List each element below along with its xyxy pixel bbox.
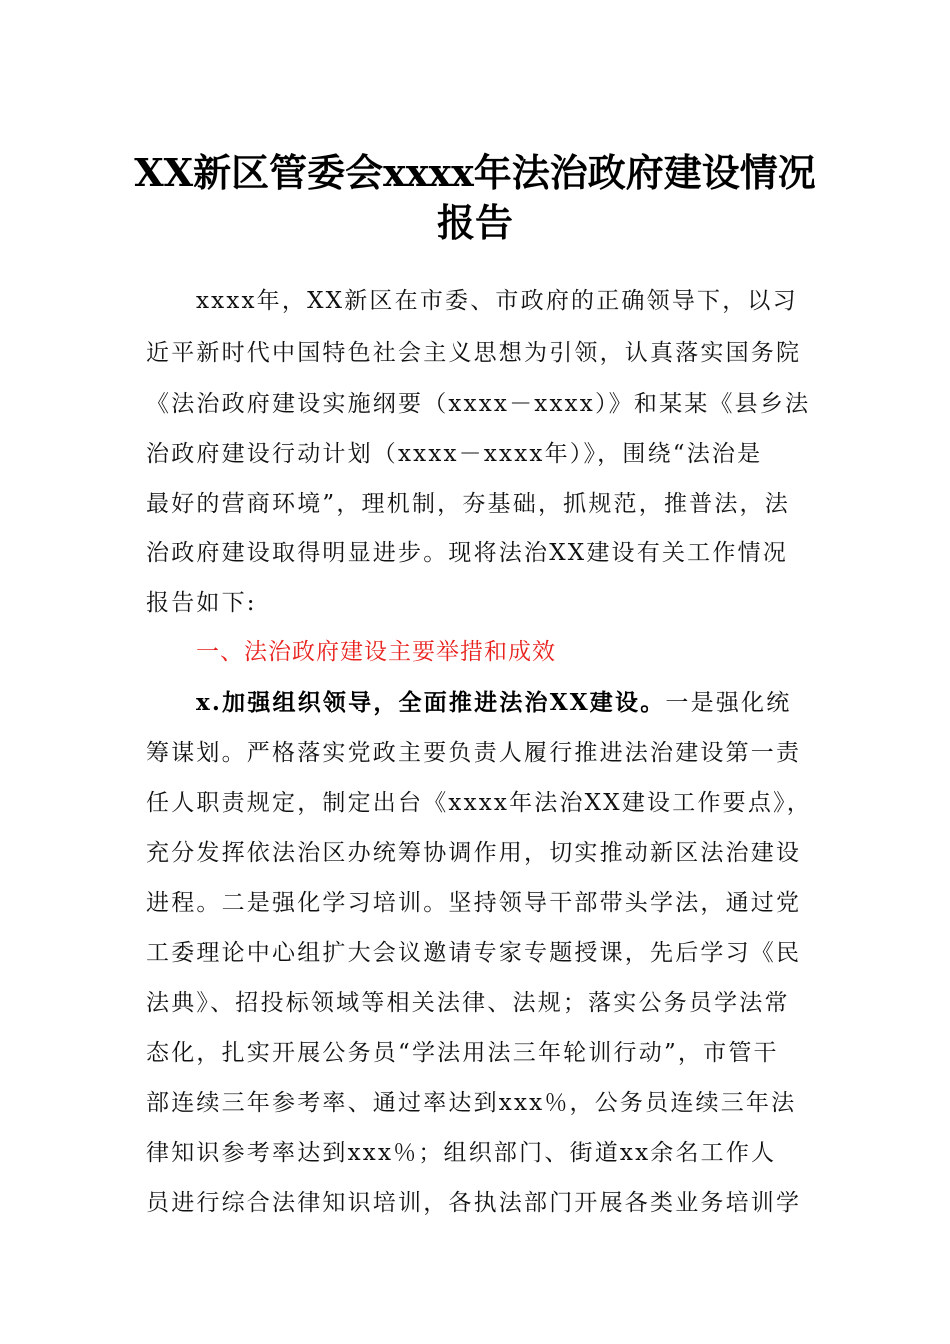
body-line: 部连续三年参考率、通过率达到xxx％，公务员连续三年法	[146, 1090, 797, 1116]
report-title-line1: XX新区管委会xxxx年法治政府建设情况	[134, 150, 816, 195]
body-line: 充分发挥依法治区办统筹协调作用，切实推动新区法治建设	[146, 840, 802, 866]
body-line: 任人职责规定，制定出台《xxxx年法治XX建设工作要点》，	[146, 790, 812, 816]
intro-line: 治政府建设取得明显进步。现将法治XX建设有关工作情况	[146, 540, 788, 566]
intro-line: 报告如下:	[146, 590, 257, 616]
intro-line: 近平新时代中国特色社会主义思想为引领，认真落实国务院	[146, 340, 802, 366]
item1-first-line	[196, 688, 810, 718]
item1-lead: x.加强组织领导，全面推进法治XX建设。	[196, 689, 666, 716]
section-heading: 一、法治政府建设主要举措和成效	[196, 639, 556, 665]
intro-line: 《法治政府建设实施纲要（xxxx－xxxx）》和某某《县乡法	[146, 391, 811, 417]
report-title-line2: 报告	[436, 200, 513, 245]
body-line: 进程。二是强化学习培训。坚持领导干部带头学法，通过党	[146, 890, 802, 916]
intro-line: 最好的营商环境”，理机制，夯基础，抓规范，推普法，法	[146, 491, 790, 517]
intro-line: xxxx年，XX新区在市委、市政府的正确领导下，以习	[196, 288, 798, 314]
body-line: 律知识参考率达到xxx％；组织部门、街道xx余名工作人	[146, 1140, 777, 1166]
body-line: 筹谋划。严格落实党政主要负责人履行推进法治建设第一责	[146, 740, 802, 766]
body-line: 工委理论中心组扩大会议邀请专家专题授课，先后学习《民	[146, 940, 802, 966]
item1-first-rest: 一是强化统	[665, 690, 792, 716]
body-line: 态化，扎实开展公务员“学法用法三年轮训行动”，市管干	[146, 1040, 779, 1066]
body-line: 员进行综合法律知识培训，各执法部门开展各类业务培训学	[146, 1190, 802, 1216]
intro-line: 治政府建设行动计划（xxxx－xxxx年）》，围绕“法治是	[146, 441, 763, 467]
body-line: 法典》、招投标领域等相关法律、法规；落实公务员学法常	[146, 990, 790, 1016]
